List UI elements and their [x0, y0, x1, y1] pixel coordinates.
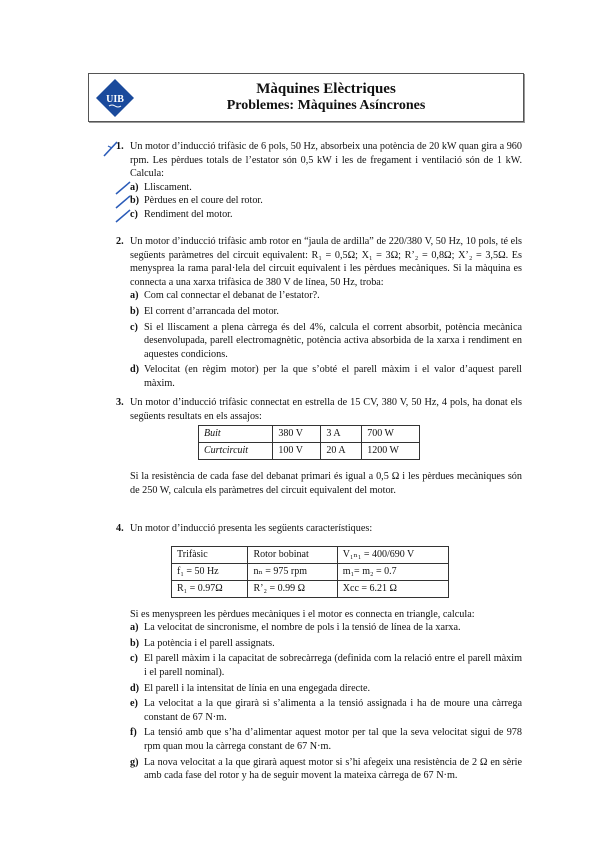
item-text: Velocitat (en règim motor) per la que s’obté el parell màxim i el valor d’aquest parell màxim.	[144, 364, 522, 389]
table-cell: R’₂ = 0.99 Ω	[248, 580, 337, 597]
item-label: a)	[130, 290, 139, 302]
problem-text: Un motor d’inducció presenta les següents característiques:	[130, 523, 373, 534]
item-text: El corrent d’arrancada del motor.	[144, 305, 279, 317]
list-item	[130, 637, 522, 651]
item-text: El parell i la intensitat de línia en una engegada directe.	[144, 682, 371, 694]
table-row	[199, 426, 420, 443]
problem-number: 3.	[116, 397, 124, 408]
problem-text: Si es menyspreen les pèrdues mecàniques i el motor es connecta en triangle, calcula:	[130, 608, 475, 620]
item-text: Com cal connectar el debanat de l’estator?.	[144, 290, 320, 302]
test-results-table	[198, 425, 420, 460]
list-item	[130, 181, 522, 195]
item-text: La velocitat a la que girarà si s’alimenta a la tensió assignada i ha de moure una càrrega constant de 67 N·m.	[144, 698, 522, 723]
table-cell: 3 A	[321, 426, 362, 443]
item-label: b)	[130, 637, 140, 649]
table-row	[172, 546, 449, 563]
problem-text: Un motor d’inducció trifàsic amb rotor en “jaula de ardilla” de 220/380 V, 50 Hz, 10 pols, té els següents paràmetres del circuit equivalent: R₁ = 0,5Ω; X₁ = 3Ω; R’₂ = 0,8Ω; X’₂ = 3,5Ω. Es menysprea la rama paral·lela del circuit equivalent i les pèrdues mecàniques. Si la màquina es connecta a una xarxa trifàsica de 380 V de línea, 50 Hz, troba:	[130, 236, 522, 288]
problem-text: Si la resistència de cada fase del debanat primari és igual a 0,5 Ω i les pèrdues mecàniques són de 250 W, calcula els paràmetres del circuit equivalent del motor.	[130, 471, 522, 496]
item-label: c)	[130, 321, 138, 333]
problem-number: 1.	[116, 141, 124, 152]
item-text: La nova velocitat a la que girarà aquest motor si s’hi afegeix una resistència de 2 Ω en sèrie amb cada fase del rotor y ha de seguir movent la mateixa càrrega de 67 N·m.	[144, 756, 522, 782]
table-cell: 380 V	[273, 426, 321, 443]
table-cell: 700 W	[362, 426, 420, 443]
item-text: Pèrdues en el coure del rotor.	[144, 195, 263, 207]
item-text: La potència i el parell assignats.	[144, 637, 275, 649]
item-label: a)	[130, 181, 139, 193]
problem-text: Un motor d’inducció trifàsic de 6 pols, 50 Hz, absorbeix una potència de 20 kW quan gira a 960 rpm. Les pèrdues totals de l’estator són 0,5 kW i les de fregament i ventilació són de 1 kW. Calcula:	[130, 141, 522, 180]
problem-text: Un motor d’inducció trifàsic connectat en estrella de 15 CV, 380 V, 50 Hz, 4 pols, ha donat els següents resultats en els assajos:	[130, 397, 522, 422]
characteristics-table	[171, 546, 449, 598]
svg-text:UIB: UIB	[106, 94, 124, 105]
item-text: El parell màxim i la capacitat de sobrecàrrega (definida com la relació entre el parell màxim i el parell nominal).	[144, 653, 522, 678]
item-text: La velocitat de sincronisme, el nombre de pols i la tensió de línea de la xarxa.	[144, 622, 461, 634]
list-item	[130, 652, 522, 679]
item-label: b)	[130, 195, 140, 207]
item-text: La tensió amb que s’ha d’alimentar aquest motor per tal que la seva velocitat sigui de 978 rpm quan mou la càrrega constant de 67 N·m.	[144, 727, 522, 752]
item-label: d)	[130, 364, 140, 376]
table-cell: Rotor bobinat	[248, 546, 337, 563]
list-item	[130, 321, 522, 362]
item-label: c)	[130, 208, 138, 220]
item-text: Si el lliscament a plena càrrega és del 4%, calcula el corrent absorbit, potència mecànica desenvolupada, parell electromagnètic, potència activa absorbida de la xarxa i rendiment en aquestes condicions.	[144, 321, 522, 360]
list-item	[130, 726, 522, 753]
table-cell: 100 V	[273, 443, 321, 460]
table-cell: Curtcircuit	[199, 443, 273, 460]
item-label: b)	[130, 305, 140, 317]
table-cell: V₁ₙ₁ = 400/690 V	[337, 546, 448, 563]
table-row	[172, 580, 449, 597]
table-row	[199, 443, 420, 460]
document-header	[88, 73, 524, 122]
table-cell: Buit	[199, 426, 273, 443]
problem-2	[116, 235, 522, 391]
problem-3	[116, 396, 522, 497]
table-cell: 20 A	[321, 443, 362, 460]
problem-1	[116, 140, 522, 222]
list-item	[130, 289, 522, 303]
item-label: a)	[130, 622, 139, 634]
problem-number: 4.	[116, 523, 124, 534]
table-row	[172, 563, 449, 580]
table-cell: R₁ = 0.97Ω	[172, 580, 248, 597]
item-text: Rendiment del motor.	[144, 208, 233, 220]
table-cell: 1200 W	[362, 443, 420, 460]
list-item	[130, 697, 522, 724]
item-label: g)	[130, 756, 139, 768]
problem-4	[116, 522, 522, 783]
list-item	[130, 194, 522, 208]
list-item	[130, 682, 522, 696]
item-text: Lliscament.	[144, 181, 192, 193]
list-item	[130, 363, 522, 390]
list-item	[130, 305, 522, 319]
item-label: e)	[130, 698, 138, 710]
document-subtitle: Problemes: Màquines Asíncrones	[226, 98, 426, 113]
table-cell: Xcc = 6.21 Ω	[337, 580, 448, 597]
item-label: f)	[130, 727, 137, 739]
list-item	[130, 208, 522, 222]
problem-number: 2.	[116, 236, 124, 247]
list-item	[130, 621, 522, 635]
table-cell: nₙ = 975 rpm	[248, 563, 337, 580]
table-cell: Trifàsic	[172, 546, 248, 563]
list-item	[130, 756, 522, 783]
table-cell: f₁ = 50 Hz	[172, 563, 248, 580]
document-title: Màquines Elèctriques	[256, 81, 396, 97]
item-label: d)	[130, 682, 140, 694]
table-cell: m₁= m₂ = 0.7	[337, 563, 448, 580]
item-label: c)	[130, 653, 138, 665]
